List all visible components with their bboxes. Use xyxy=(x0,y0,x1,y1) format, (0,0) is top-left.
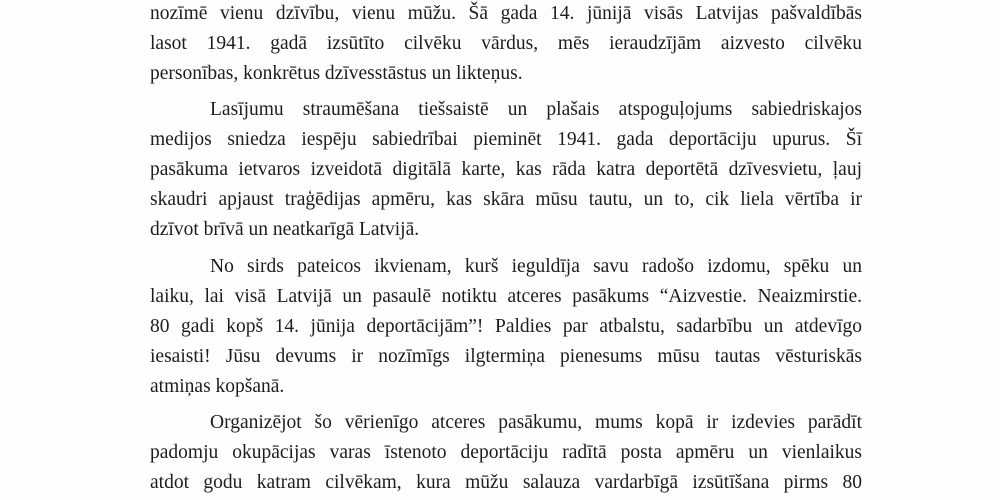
paragraph-line: lasot 1941. gadā izsūtīto cilvēku vārdus, mēs ieraudzījām aizvesto cilvēku xyxy=(150,33,862,54)
paragraph-2 xyxy=(150,95,862,245)
paragraph-line: 80 gadi kopš 14. jūnija deportācijām”! Paldies par atbalstu, sadarbību un atdevīgo xyxy=(150,316,862,337)
paragraph-line: padomju okupācijas varas īstenoto deportāciju radītā posta apmēru un vienlaikus xyxy=(150,442,862,463)
paragraph-4 xyxy=(150,408,862,498)
paragraph-line: dzīvot brīvā un neatkarīgā Latvijā. xyxy=(150,219,420,240)
paragraph-line: medijos sniedza iespēju sabiedrībai pieminēt 1941. gada deportāciju upurus. Šī xyxy=(150,129,862,150)
paragraph-line: pasākuma ietvaros izveidotā digitālā karte, kas rāda katra deportētā dzīvesvietu, ļauj xyxy=(150,159,862,180)
paragraph-line: laiku, lai visā Latvijā un pasaulē notiktu atceres pasākums “Aizvestie. Neaizmirstie. xyxy=(150,286,862,307)
paragraph-line: iesaisti! Jūsu devums ir nozīmīgs ilgtermiņa pienesums mūsu tautas vēsturiskās xyxy=(150,346,862,367)
paragraph-line: personības, konkrētus dzīvesstāstus un likteņus. xyxy=(150,63,523,84)
paragraph-line: No sirds pateicos ikvienam, kurš ieguldīja savu radošo izdomu, spēku un xyxy=(210,256,862,277)
paragraph-line: atdot godu katram cilvēkam, kura mūžu salauza vardarbīgā izsūtīšana pirms 80 xyxy=(150,472,862,493)
paragraph-line: skaudri apjaust traģēdijas apmēru, kas skāra mūsu tautu, un to, cik liela vērtība ir xyxy=(150,189,862,210)
paragraph-line: atmiņas kopšanā. xyxy=(150,376,285,397)
paragraph-1 xyxy=(150,0,862,89)
paragraph-3 xyxy=(150,252,862,402)
paragraph-line: nozīmē vienu dzīvību, vienu mūžu. Šā gada 14. jūnijā visās Latvijas pašvaldībās xyxy=(150,3,862,24)
paragraph-line: Organizējot šo vērienīgo atceres pasākumu, mums kopā ir izdevies parādīt xyxy=(210,412,862,433)
paragraph-line: Lasījumu straumēšana tiešsaistē un plašais atspoguļojums sabiedriskajos xyxy=(210,99,862,120)
